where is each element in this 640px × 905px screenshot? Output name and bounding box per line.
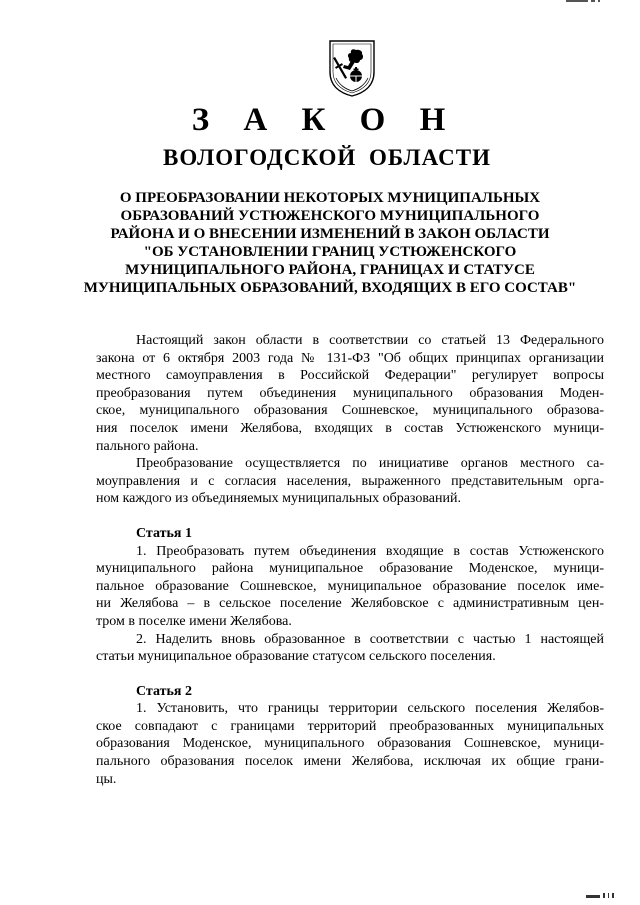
region-title: ВОЛОГОДСКОЙ ОБЛАСТИ bbox=[163, 145, 491, 170]
intro-paragraph-1 bbox=[96, 332, 604, 455]
subtitle-line: МУНИЦИПАЛЬНОГО РАЙОНА, ГРАНИЦАХ И СТАТУСЕ bbox=[125, 262, 535, 278]
text-line: преобразования путем объединения муниципального образования Моден- bbox=[96, 385, 604, 401]
text-line: ния поселок имени Желябова, входящих в состав Устюженского муници- bbox=[96, 420, 604, 436]
scan-artifact-top bbox=[566, 0, 612, 3]
scan-artifact-bottom bbox=[586, 893, 614, 898]
text-line: местного самоуправления в Российской Федерации" регулирует вопросы bbox=[96, 368, 604, 384]
article-2-heading: Статья 2 bbox=[136, 683, 192, 699]
article-1-item-1 bbox=[96, 543, 604, 631]
article-2-item-1 bbox=[96, 700, 604, 788]
subtitle-line: "ОБ УСТАНОВЛЕНИИ ГРАНИЦ УСТЮЖЕНСКОГО bbox=[143, 244, 517, 260]
text-line: моуправления и с согласия населения, выраженного представительным орга- bbox=[96, 473, 604, 489]
text-line: ское совпадают с границами территорий преобразованных муниципальных bbox=[96, 718, 604, 734]
law-subtitle bbox=[80, 189, 580, 297]
text-line: образования Моденское, муниципального образования Сошневское, муници- bbox=[96, 736, 604, 752]
text-line: 1. Установить, что границы территории сельского поселения Желябов- bbox=[136, 701, 604, 717]
subtitle-line: ОБРАЗОВАНИЙ УСТЮЖЕНСКОГО МУНИЦИПАЛЬНОГО bbox=[120, 208, 540, 224]
text-line: ни Желябова – в сельское поселение Желябовское с административным цен- bbox=[96, 596, 604, 612]
text-line: пального района. bbox=[96, 438, 199, 454]
law-body bbox=[96, 332, 604, 788]
text-line: ское, муниципального образования Сошневское, муниципального образова- bbox=[96, 403, 604, 419]
text-line: Настоящий закон области в соответствии со статьей 13 Федерального bbox=[136, 333, 604, 348]
text-line: статьи муниципальное образование статусом сельского поселения. bbox=[96, 649, 496, 665]
subtitle-line: МУНИЦИПАЛЬНЫХ ОБРАЗОВАНИЙ, ВХОДЯЩИХ В ЕГО СОСТАВ" bbox=[83, 280, 577, 296]
law-title: З А К О Н bbox=[191, 102, 459, 138]
vologda-coat-of-arms-icon bbox=[326, 38, 378, 98]
subtitle-line: О ПРЕОБРАЗОВАНИИ НЕКОТОРЫХ МУНИЦИПАЛЬНЫХ bbox=[119, 190, 541, 206]
article-1-heading: Статья 1 bbox=[136, 525, 192, 541]
text-line: ном каждого из объединяемых муниципальных образований. bbox=[96, 491, 461, 507]
text-line: пальное образование Сошневское, муниципальное образование поселок име- bbox=[96, 578, 604, 594]
intro-paragraph-2 bbox=[96, 455, 604, 508]
subtitle-line: РАЙОНА И О ВНЕСЕНИИ ИЗМЕНЕНИЙ В ЗАКОН ОБЛАСТИ bbox=[110, 226, 550, 242]
text-line: 1. Преобразовать путем объединения входящие в состав Устюженского bbox=[136, 543, 604, 559]
text-line: тром в поселке имени Желябова. bbox=[96, 613, 292, 629]
text-line: муниципального района муниципальное образование Моденское, муници- bbox=[96, 561, 604, 577]
article-1-item-2 bbox=[96, 631, 604, 666]
text-line: пального образования поселок имени Желябова, исключая их общие грани- bbox=[96, 754, 604, 770]
text-line: 2. Наделить вновь образованное в соответствии с частью 1 настоящей bbox=[136, 631, 604, 647]
text-line: Преобразование осуществляется по инициативе органов местного са- bbox=[136, 456, 604, 472]
text-line: закона от 6 октября 2003 года № 131-ФЗ "Об общих принципах организации bbox=[96, 350, 604, 366]
text-line: цы. bbox=[96, 771, 117, 787]
